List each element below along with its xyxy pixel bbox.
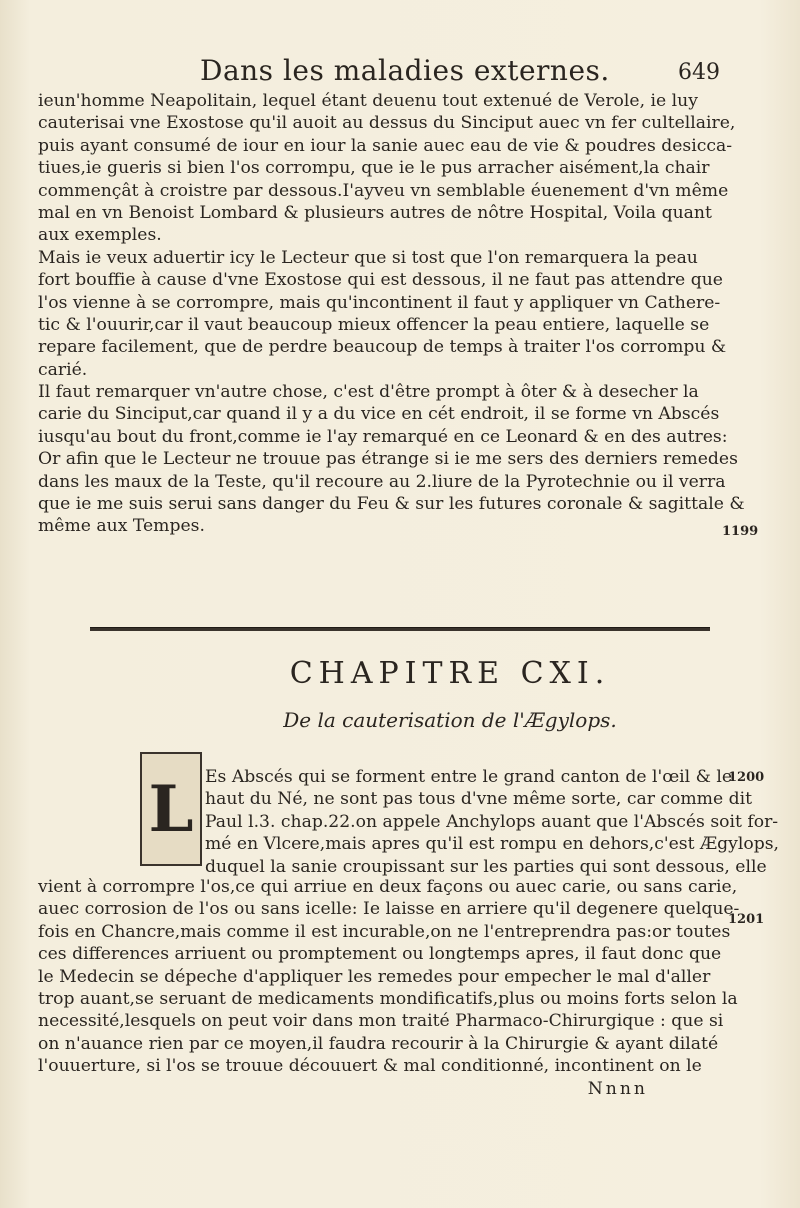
text-line: Es Abscés qui se forment entre le grand canton de l'œil & le — [205, 767, 733, 787]
text-line: le Medecin se dépeche d'appliquer les remedes pour empecher le mal d'aller — [38, 966, 711, 987]
text-line: ieun'homme Neapolitain, lequel étant deuenu tout extenué de Verole, ie luy — [38, 91, 698, 111]
text-line: Paul l.3. chap.22.on appele Anchylops auant que l'Abscés soit for- — [205, 811, 779, 832]
text-line: vient à corrompre l'os,ce qui arriue en deux façons ou auec carie, ou sans carie, — [38, 877, 738, 897]
text-line: fois en Chancre,mais comme il est incurable,on ne l'entreprendra pas:or toutes — [38, 921, 731, 942]
margin-note: 1201 — [728, 912, 765, 927]
text-line: auec corrosion de l'os ou sans icelle: Ie laisse en arriere qu'il degenere quelque- — [38, 899, 740, 920]
text-line: aux exemples. — [38, 225, 162, 246]
text-line: cauterisai vne Exostose qu'il auoit au dessus du Sinciput auec vn fer cultellaire, — [38, 113, 736, 134]
page-number: 649 — [678, 60, 720, 85]
text-line: Il faut remarquer vn'autre chose, c'est d'être prompt à ôter & à desecher la — [38, 382, 699, 403]
text-line: l'ouuerture, si l'os se trouue découuert & mal conditionné, incontinent on le — [38, 1056, 702, 1077]
text-line: ces differences arriuent ou promptement ou longtemps apres, il faut donc que — [38, 944, 722, 965]
text-line: haut du Né, ne sont pas tous d'vne même sorte, car comme dit — [205, 789, 752, 810]
text-line: repare facilement, que de perdre beaucoup de temps à traiter l'os corrompu & — [38, 337, 727, 358]
text-line: Mais ie veux aduertir icy le Lecteur que si tost que l'on remarquera la peau — [38, 247, 698, 268]
chapter-subtitle: De la cauterisation de l'Ægylops. — [283, 708, 617, 732]
text-line: commençât à croistre par dessous.I'ayveu vn semblable éuenement d'vn même — [38, 180, 729, 201]
text-line: mé en Vlcere,mais apres qu'il est rompu en dehors,c'est Ægylops, — [205, 834, 780, 855]
chapter-title: CHAPITRE CXI. — [289, 656, 611, 691]
text-line: carié. — [38, 359, 88, 380]
text-line: puis ayant consumé de iour en iour la sanie auec eau de vie & poudres desicca- — [38, 135, 733, 156]
text-line: fort bouffie à cause d'vne Exostose qui est dessous, il ne faut pas attendre que — [38, 270, 723, 291]
text-line: duquel la sanie croupissant sur les parties qui sont dessous, elle — [205, 856, 767, 877]
running-title: Dans les maladies externes. — [200, 54, 610, 87]
text-line: Or afin que le Lecteur ne trouue pas étrange si ie me sers des derniers remedes — [38, 449, 738, 470]
ornamental-rule — [90, 627, 710, 631]
text-line: tiues,ie gueris si bien l'os corrompu, que ie le pus arracher aisément,la chair — [38, 158, 710, 179]
text-line: que ie me suis serui sans danger du Feu & sur les futures coronale & sagittale & — [38, 494, 745, 515]
text-line: iusqu'au bout du front,comme ie l'ay remarqué en ce Leonard & en des autres: — [38, 426, 728, 447]
margin-note: 1200 — [728, 770, 765, 785]
text-line: mal en vn Benoist Lombard & plusieurs autres de nôtre Hospital, Voila quant — [38, 202, 712, 223]
page-header — [40, 50, 720, 90]
decorated-initial: L — [140, 752, 202, 866]
text-line: tic & l'ouurir,car il vaut beaucoup mieux offencer la peau entiere, laquelle se — [38, 314, 710, 335]
text-line: necessité,lesquels on peut voir dans mon traité Pharmaco-Chirurgique : que si — [38, 1011, 724, 1032]
margin-note: 1199 — [722, 524, 759, 539]
text-line: dans les maux de la Teste, qu'il recoure au 2.liure de la Pyrotechnie ou il verra — [38, 471, 726, 492]
text-line: même aux Tempes. — [38, 516, 205, 537]
text-line: Nnnn — [587, 1078, 648, 1099]
text-line: on n'auance rien par ce moyen,il faudra recourir à la Chirurgie & ayant dilaté — [38, 1033, 719, 1054]
text-line: trop auant,se seruant de medicaments mondificatifs,plus ou moins forts selon la — [38, 988, 738, 1009]
text-block-2 — [38, 876, 740, 1100]
text-line: carie du Sinciput,car quand il y a du vice en cét endroit, il se forme vn Abscés — [38, 404, 720, 425]
text-line: l'os vienne à se corrompre, mais qu'incontinent il faut y appliquer vn Cathere- — [38, 292, 721, 313]
